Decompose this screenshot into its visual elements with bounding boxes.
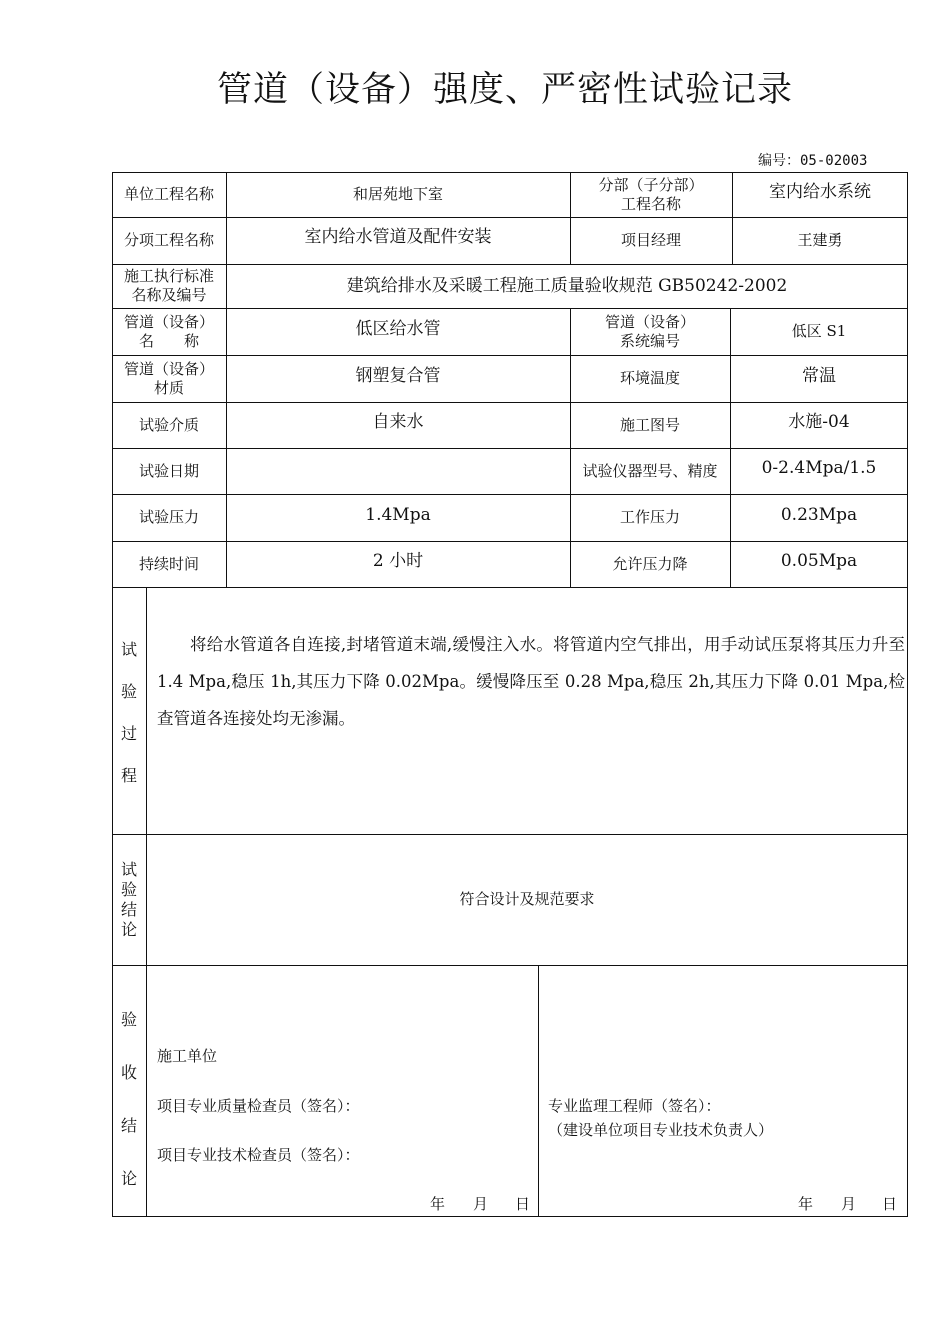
acceptance-label <box>112 965 146 1216</box>
contractor-date-year: 年 <box>430 1195 446 1213</box>
duration-label: 持续时间 <box>138 554 199 573</box>
supervisor-note: （建设单位项目专业技术负责人） <box>548 1121 774 1139</box>
supervisor-date-year: 年 <box>798 1195 814 1213</box>
material-label-line2: 材质 <box>153 378 184 397</box>
test-conclusion-label <box>112 834 146 965</box>
instrument-label: 试验仪器型号、精度 <box>582 461 718 480</box>
instrument-value: 0-2.4Mpa/1.5 <box>761 458 877 478</box>
side-char: 试 <box>120 859 137 879</box>
allowed-pressure-drop-value: 0.05Mpa <box>780 551 858 571</box>
test-process-text: 将给水管道各自连接,封堵管道末端,缓慢注入水。将管道内空气排出，用手动试压泵将其压力升至1.4 Mpa,稳压 1h,其压力下降 0.02Mpa。缓慢降压至 0.28 Mpa,稳压 2h,其压力下降 0.01 Mpa,检查管道各连接处均无渗漏。 <box>157 635 905 728</box>
ambient-temperature-label: 环境温度 <box>619 369 680 387</box>
pipe-name-label-line2: 名 称 <box>138 331 199 350</box>
subdivision-value: 室内给水系统 <box>769 181 871 202</box>
system-number-label-line2: 系统编号 <box>619 331 680 350</box>
subdivision-label-line1: 分部（子分部） <box>598 175 704 194</box>
contractor-date-month: 月 <box>473 1195 489 1213</box>
contractor-date-day: 日 <box>515 1195 531 1213</box>
system-number-value: 低区 S1 <box>791 322 847 340</box>
side-char: 收 <box>120 1063 137 1082</box>
side-char: 程 <box>120 766 137 785</box>
side-char: 试 <box>120 640 137 659</box>
sub-project-label: 分项工程名称 <box>123 231 214 249</box>
test-pressure-label: 试验压力 <box>138 508 199 526</box>
test-medium-value: 自来水 <box>372 412 424 432</box>
supervisor-date-day: 日 <box>882 1195 898 1213</box>
standard-label <box>112 264 226 308</box>
side-char: 验 <box>120 682 137 701</box>
project-manager-value: 王建勇 <box>797 231 843 249</box>
system-number-label <box>570 308 730 355</box>
side-char: 过 <box>120 724 137 743</box>
side-char: 结 <box>120 1116 137 1135</box>
duration-value: 2 小时 <box>372 551 424 571</box>
table-border-bottom <box>112 1216 908 1217</box>
record-table <box>112 172 908 1217</box>
system-number-label-line1: 管道（设备） <box>604 312 695 331</box>
standard-label-line1: 施工执行标准 <box>123 267 214 285</box>
sub-project-value: 室内给水管道及配件安装 <box>304 226 492 247</box>
side-char: 结 <box>120 899 137 919</box>
unit-project-label: 单位工程名称 <box>123 185 214 203</box>
material-label <box>112 355 226 402</box>
working-pressure-label: 工作压力 <box>619 508 680 526</box>
supervisor-signature: 专业监理工程师（签名）： <box>548 1097 721 1115</box>
pipe-name-label <box>112 308 226 355</box>
drawing-number-label: 施工图号 <box>619 415 680 434</box>
pipe-name-label-line1: 管道（设备） <box>123 312 214 331</box>
allowed-pressure-drop-label: 允许压力降 <box>612 554 688 573</box>
test-date-value <box>226 448 570 494</box>
test-pressure-value: 1.4Mpa <box>365 504 431 525</box>
side-char: 验 <box>120 879 137 899</box>
standard-value: 建筑给排水及采暖工程施工质量验收规范 GB50242-2002 <box>346 275 788 296</box>
working-pressure-value: 0.23Mpa <box>780 504 858 525</box>
contractor-label: 施工单位 <box>157 1047 218 1065</box>
row-divider <box>112 587 908 588</box>
subdivision-label <box>570 172 732 217</box>
column-divider <box>538 965 539 1217</box>
quality-inspector-signature: 项目专业质量检查员（签名）： <box>157 1097 360 1115</box>
supervisor-date-month: 月 <box>841 1195 857 1213</box>
test-medium-label: 试验介质 <box>138 415 199 434</box>
project-manager-label: 项目经理 <box>620 231 681 249</box>
test-conclusion-text: 符合设计及规范要求 <box>459 890 595 908</box>
tech-inspector-signature: 项目专业技术检查员（签名）： <box>157 1146 360 1164</box>
side-char: 论 <box>120 919 137 939</box>
unit-project-value: 和居苑地下室 <box>352 185 443 203</box>
material-label-line1: 管道（设备） <box>123 359 214 378</box>
drawing-number-value: 水施-04 <box>788 412 850 432</box>
row-divider <box>112 965 908 966</box>
ambient-temperature-value: 常温 <box>802 365 836 386</box>
subdivision-label-line2: 工程名称 <box>620 194 681 213</box>
side-char: 验 <box>120 1010 137 1029</box>
test-date-label: 试验日期 <box>138 461 199 480</box>
standard-label-line2: 名称及编号 <box>131 286 207 304</box>
document-title: 管道（设备）强度、严密性试验记录 <box>216 70 793 110</box>
pipe-name-value: 低区给水管 <box>355 318 441 339</box>
test-process-label <box>112 587 146 834</box>
side-char: 论 <box>120 1169 137 1188</box>
document-number: 编号：05-02003 <box>758 153 868 169</box>
material-value: 钢塑复合管 <box>355 365 441 386</box>
